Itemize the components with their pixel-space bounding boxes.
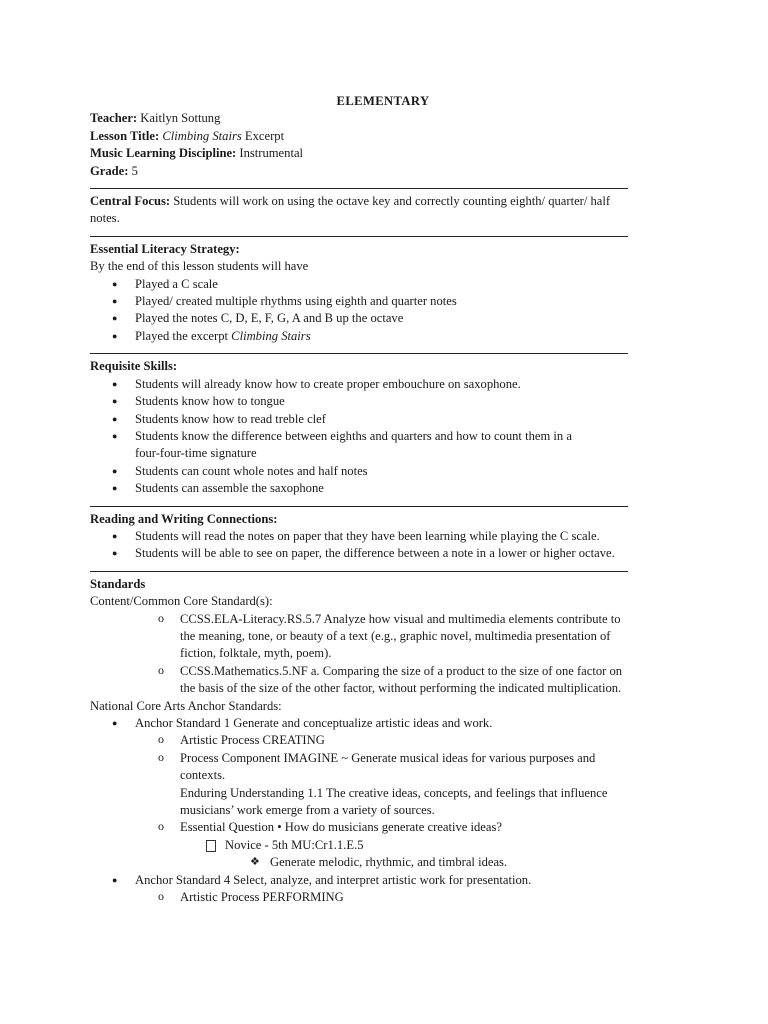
list-item-text: Anchor Standard 1 Generate and conceptualize artistic ideas and work. bbox=[135, 716, 493, 730]
list-item bbox=[90, 715, 670, 732]
national-standards-label: National Core Arts Anchor Standards: bbox=[90, 698, 282, 713]
divider-rule bbox=[90, 228, 628, 237]
list-item bbox=[90, 463, 670, 480]
circle-marker: o bbox=[158, 732, 164, 747]
list-item-text: Process Component IMAGINE ~ Generate musical ideas for various purposes and bbox=[180, 750, 596, 765]
list-item-text: Students will read the notes on paper that they have been learning while playing the C scale. bbox=[135, 528, 600, 543]
circle-marker: o bbox=[158, 749, 164, 764]
grade-line bbox=[90, 163, 670, 180]
bullet-marker: ● bbox=[112, 313, 118, 324]
circle-marker: o bbox=[158, 662, 164, 677]
list-item-text-cont: fiction, folktale, myth, poem). bbox=[180, 646, 332, 661]
central-focus-text: Students will work on using the octave key and correctly counting eighth/ quarter/ half bbox=[170, 194, 611, 209]
list-item bbox=[90, 750, 670, 820]
list-item-text: Anchor Standard 4 Select, analyze, and interpret artistic work for presentation. bbox=[135, 872, 532, 887]
checkbox-icon bbox=[206, 840, 216, 852]
document-title: ELEMENTARY bbox=[336, 94, 430, 108]
list-item bbox=[90, 889, 670, 906]
list-item bbox=[90, 293, 670, 310]
divider-rule bbox=[90, 345, 628, 354]
list-item-text: Students can assemble the saxophone bbox=[135, 481, 324, 496]
bullet-marker: ● bbox=[112, 530, 118, 541]
list-item bbox=[90, 872, 670, 889]
anchor1-sublist bbox=[90, 732, 670, 836]
anchor4-list bbox=[90, 872, 670, 889]
bullet-marker: ● bbox=[112, 330, 118, 341]
list-item-text-cont: Enduring Understanding 1.1 The creative ideas, concepts, and feelings that influence bbox=[180, 785, 608, 800]
list-item-text: Students know the difference between eighths and quarters and how to count them in a bbox=[135, 428, 572, 443]
list-item-text: Played the notes C, D, E, F, G, A and B up the octave bbox=[135, 311, 404, 326]
content-standards-label: Content/Common Core Standard(s): bbox=[90, 594, 273, 609]
list-item-text-cont: four-four-time signature bbox=[135, 446, 257, 461]
list-item-text: CCSS.Mathematics.5.NF a. Comparing the size of a product to the size of one factor on bbox=[180, 663, 623, 678]
bullet-marker: ● bbox=[112, 430, 118, 441]
standards-heading: Standards bbox=[90, 576, 146, 591]
list-item bbox=[90, 732, 670, 749]
list-item-text: Students can count whole notes and half notes bbox=[135, 463, 368, 478]
list-item-text-cont: the meaning, tone, or beauty of a text (e.g., graphic novel, multimedia presentation of bbox=[180, 628, 611, 643]
novice-line bbox=[90, 837, 670, 854]
list-item-text: Students will be able to see on paper, the difference between a note in a lower or higher octave. bbox=[135, 546, 615, 561]
bullet-marker: ● bbox=[112, 378, 118, 389]
bullet-marker: ● bbox=[112, 718, 118, 728]
novice-sub-line bbox=[90, 854, 670, 871]
list-item bbox=[90, 393, 670, 410]
list-item bbox=[90, 376, 670, 393]
list-item bbox=[90, 310, 670, 327]
reading-list bbox=[90, 528, 670, 563]
list-item bbox=[90, 428, 670, 463]
bullet-marker: ● bbox=[112, 483, 118, 494]
list-item bbox=[90, 276, 670, 293]
bullet-marker: ● bbox=[112, 278, 118, 289]
teacher-value: Kaitlyn Sottung bbox=[137, 111, 221, 126]
bullet-marker: ● bbox=[112, 296, 118, 307]
discipline-line bbox=[90, 145, 670, 162]
lesson-plan bbox=[90, 93, 670, 906]
list-item bbox=[90, 611, 670, 663]
lesson-title-label: Lesson Title: bbox=[90, 128, 160, 143]
list-item bbox=[90, 528, 670, 545]
bullet-marker: ● bbox=[112, 413, 118, 424]
list-item-italic: Climbing Stairs bbox=[231, 328, 311, 343]
grade-label: Grade: bbox=[90, 163, 129, 178]
central-focus bbox=[90, 193, 670, 210]
list-item-text: Artistic Process CREATING bbox=[180, 733, 325, 748]
diamond-marker: ❖ bbox=[250, 856, 260, 869]
list-item-text: Students know how to tongue bbox=[135, 394, 285, 409]
literacy-list bbox=[90, 276, 670, 346]
bullet-marker: ● bbox=[112, 548, 118, 559]
list-item-text: Essential Question • How do musicians generate creative ideas? bbox=[180, 820, 502, 835]
lesson-title-italic: Climbing Stairs bbox=[162, 128, 242, 143]
teacher-line bbox=[90, 110, 670, 127]
discipline-label: Music Learning Discipline: bbox=[90, 146, 237, 161]
list-item-text-cont: the basis of the size of the other factor, without performing the indicated multiplication. bbox=[180, 681, 622, 696]
anchor4-sublist bbox=[90, 889, 670, 906]
discipline-value: Instrumental bbox=[236, 146, 304, 161]
list-item-text: Students will already know how to create proper embouchure on saxophone. bbox=[135, 376, 521, 391]
list-item-text: Students know how to read treble clef bbox=[135, 411, 326, 426]
list-item-text: CCSS.ELA-Literacy.RS.5.7 Analyze how visual and multimedia elements contribute to bbox=[180, 611, 621, 626]
list-item bbox=[90, 819, 670, 836]
circle-marker: o bbox=[158, 819, 164, 834]
list-item bbox=[90, 328, 670, 345]
divider-rule bbox=[90, 180, 628, 189]
literacy-intro: By the end of this lesson students will have bbox=[90, 259, 309, 274]
literacy-heading: Essential Literacy Strategy: bbox=[90, 241, 240, 256]
central-focus-cont: notes. bbox=[90, 211, 120, 226]
list-item-text: Played the excerpt bbox=[135, 328, 232, 343]
reading-heading: Reading and Writing Connections: bbox=[90, 511, 278, 526]
divider-rule bbox=[90, 498, 628, 507]
central-focus-label: Central Focus: bbox=[90, 194, 171, 209]
requisite-heading: Requisite Skills: bbox=[90, 359, 178, 374]
lesson-title-rest: Excerpt bbox=[241, 128, 285, 143]
list-item-text-cont: musicians’ work emerge from a variety of sources. bbox=[180, 803, 435, 818]
requisite-list bbox=[90, 376, 670, 498]
divider-rule bbox=[90, 563, 628, 572]
list-item-text: Played/ created multiple rhythms using eighth and quarter notes bbox=[135, 294, 457, 309]
list-item-text: Played a C scale bbox=[135, 276, 218, 291]
list-item bbox=[90, 411, 670, 428]
list-item-text: Artistic Process PERFORMING bbox=[180, 890, 344, 905]
bullet-marker: ● bbox=[112, 396, 118, 407]
list-item bbox=[90, 545, 670, 562]
bullet-marker: ● bbox=[112, 465, 118, 476]
anchor-list bbox=[90, 715, 670, 732]
list-item bbox=[90, 663, 670, 698]
teacher-label: Teacher: bbox=[90, 111, 138, 126]
grade-value: 5 bbox=[128, 163, 138, 178]
circle-marker: o bbox=[158, 610, 164, 625]
list-item-text-cont: contexts. bbox=[180, 768, 226, 783]
list-item bbox=[90, 480, 670, 497]
bullet-marker: ● bbox=[112, 874, 118, 885]
novice-sub-text: Generate melodic, rhythmic, and timbral ideas. bbox=[270, 855, 508, 870]
ccss-list bbox=[90, 611, 670, 698]
lesson-title-line bbox=[90, 128, 670, 145]
novice-text: Novice - 5th MU:Cr1.1.E.5 bbox=[225, 837, 364, 852]
circle-marker: o bbox=[158, 889, 164, 904]
